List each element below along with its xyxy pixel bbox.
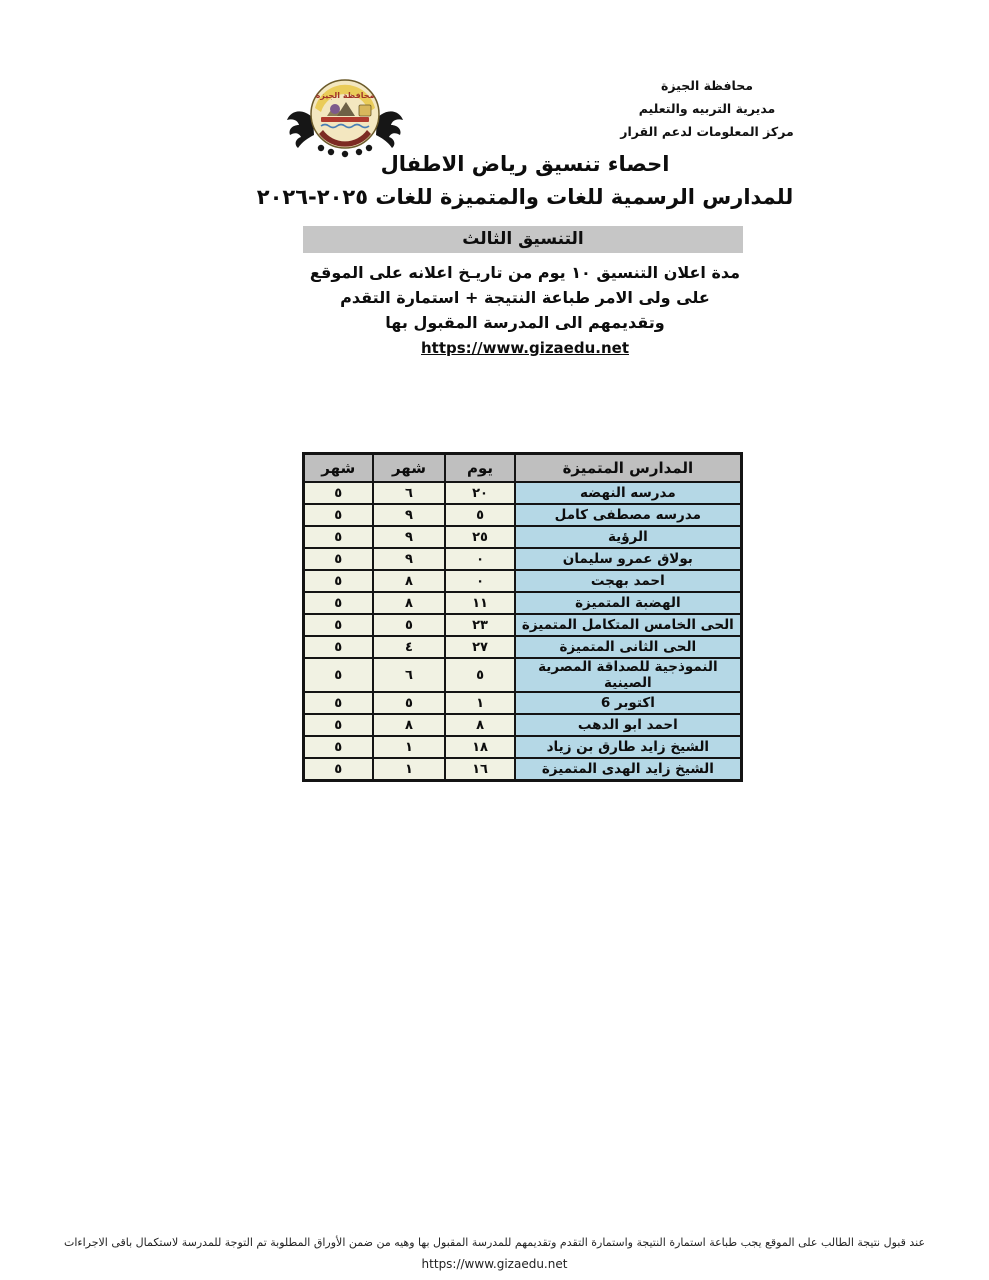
month-2-cell: ٥: [304, 714, 373, 736]
month-1-cell: ١: [373, 758, 446, 781]
month-1-cell: ٤: [373, 636, 446, 658]
month-1-cell: ٥: [373, 692, 446, 714]
table-row: [304, 714, 742, 736]
school-name-cell: الحى الثانى المتميزة: [515, 636, 742, 658]
month-2-cell: ٥: [304, 736, 373, 758]
col-header-month-2: شهر: [304, 454, 373, 483]
col-header-schools: المدارس المتميزة: [515, 454, 742, 483]
day-cell: ٢٥: [445, 526, 514, 548]
month-2-cell: ٥: [304, 592, 373, 614]
day-cell: ٨: [445, 714, 514, 736]
table-row: [304, 692, 742, 714]
month-2-cell: ٥: [304, 692, 373, 714]
table-row: [304, 570, 742, 592]
day-cell: ١٦: [445, 758, 514, 781]
schools-table: [302, 452, 743, 782]
day-cell: ١٨: [445, 736, 514, 758]
school-name-cell: اكتوبر 6: [515, 692, 742, 714]
notice-paragraph: [205, 260, 845, 357]
footer-website-link[interactable]: https://www.gizaedu.net: [421, 1257, 568, 1271]
day-cell: ٥: [445, 658, 514, 692]
school-name-cell: الشيخ زايد الهدى المتميزة: [515, 758, 742, 781]
school-name-cell: بولاق عمرو سليمان: [515, 548, 742, 570]
day-cell: ٥: [445, 504, 514, 526]
table-row: [304, 758, 742, 781]
day-cell: ٢٣: [445, 614, 514, 636]
org-line-governorate: محافظة الجيزة: [661, 78, 753, 93]
table-row: [304, 636, 742, 658]
month-1-cell: ٥: [373, 614, 446, 636]
month-2-cell: ٥: [304, 482, 373, 504]
month-2-cell: ٥: [304, 570, 373, 592]
col-header-day: يوم: [445, 454, 514, 483]
school-name-cell: مدرسه النهضه: [515, 482, 742, 504]
day-cell: ٢٧: [445, 636, 514, 658]
org-header: [612, 74, 802, 143]
month-1-cell: ٩: [373, 548, 446, 570]
month-1-cell: ٨: [373, 592, 446, 614]
col-header-month-1: شهر: [373, 454, 446, 483]
table-row: [304, 526, 742, 548]
notice-line-2: على ولى الامر طباعة النتيجة + استمارة التقدم: [340, 288, 710, 307]
month-1-cell: ٩: [373, 526, 446, 548]
day-cell: ٠: [445, 548, 514, 570]
table-row: [304, 614, 742, 636]
month-2-cell: ٥: [304, 658, 373, 692]
document-title: [205, 148, 845, 214]
month-2-cell: ٥: [304, 758, 373, 781]
month-1-cell: ٨: [373, 714, 446, 736]
logo-top-text: محافظة الجيزة: [315, 91, 375, 100]
org-line-info-center: مركز المعلومات لدعم القرار: [620, 124, 794, 139]
month-1-cell: ٨: [373, 570, 446, 592]
month-1-cell: ١: [373, 736, 446, 758]
table-row: [304, 592, 742, 614]
table-header-row: [304, 454, 742, 483]
month-2-cell: ٥: [304, 614, 373, 636]
school-name-cell: احمد ابو الدهب: [515, 714, 742, 736]
school-name-cell: الحى الخامس المتكامل المتميزة: [515, 614, 742, 636]
title-line-1: احصاء تنسيق رياض الاطفال: [380, 152, 670, 176]
day-cell: ٠: [445, 570, 514, 592]
org-line-directorate: مديرية التربيه والتعليم: [638, 101, 776, 116]
notice-line-1: مدة اعلان التنسيق ١٠ يوم من تاريـخ اعلانه على الموقع: [309, 263, 741, 282]
table-row: [304, 482, 742, 504]
month-1-cell: ٦: [373, 658, 446, 692]
day-cell: ٢٠: [445, 482, 514, 504]
notice-line-3: وتقديمهم الى المدرسة المقبول بها: [385, 313, 665, 332]
school-name-cell: الرؤية: [515, 526, 742, 548]
table-row: [304, 658, 742, 692]
month-2-cell: ٥: [304, 526, 373, 548]
table-row: [304, 736, 742, 758]
table-row: [304, 504, 742, 526]
month-2-cell: ٥: [304, 504, 373, 526]
month-1-cell: ٩: [373, 504, 446, 526]
website-link[interactable]: https://www.gizaedu.net: [421, 339, 629, 357]
school-name-cell: مدرسه مصطفى كامل: [515, 504, 742, 526]
month-1-cell: ٦: [373, 482, 446, 504]
month-2-cell: ٥: [304, 548, 373, 570]
coordination-round-banner: التنسيق الثالث: [303, 226, 743, 253]
title-line-2: للمدارس الرسمية للغات والمتميزة للغات ٢٠٢٥-٢٠٢٦: [256, 185, 794, 209]
footer-instructions: عند قبول نتيجة الطالب على الموقع يجب طباعة استمارة النتيجة واستمارة التقدم وتقديمهم للمدرسة المقبول بها وهيه من ضمن الأوراق المطلوبة تم التوجة للمدرسة لاستكمال باقى الاجراءات: [63, 1236, 926, 1249]
table-row: [304, 548, 742, 570]
school-name-cell: الشيخ زايد طارق بن زياد: [515, 736, 742, 758]
month-2-cell: ٥: [304, 636, 373, 658]
school-name-cell: الهضبة المتميزة: [515, 592, 742, 614]
day-cell: ١١: [445, 592, 514, 614]
school-name-cell: احمد بهجت: [515, 570, 742, 592]
school-name-cell: النموذجية للصداقة المصرية الصينية: [515, 658, 742, 692]
day-cell: ١: [445, 692, 514, 714]
